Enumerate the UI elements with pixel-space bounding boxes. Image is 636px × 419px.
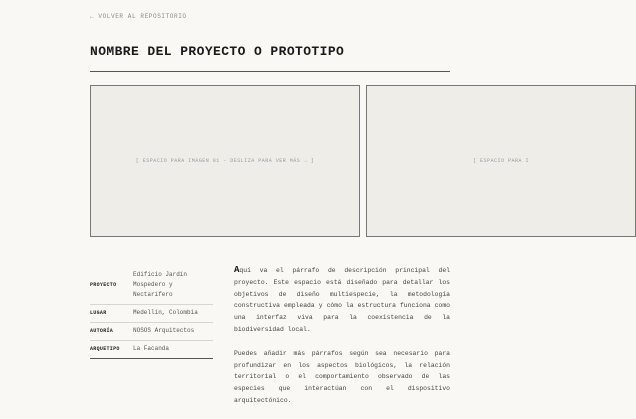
slide-2-placeholder-text: [ ESPACIO PARA I: [472, 158, 529, 164]
back-to-repository-link[interactable]: ← VOLVER AL REPOSITORIO: [90, 13, 187, 20]
description-paragraph-2: Puedes añadir más párrafos según sea necesario para profundizar en los aspectos biológicos, la relación territorial o el comportamiento observado de las especies que interactúan con el dispositivo arquitectónico.: [234, 349, 450, 404]
meta-value: Edificio Jardín Mospedero y Nectarífero: [133, 271, 188, 298]
meta-value: La Facanda: [133, 345, 170, 352]
meta-row-arquetipo: [90, 341, 213, 359]
drop-cap: A: [234, 265, 240, 275]
description-paragraph-1: [234, 265, 450, 336]
meta-label: LUGAR: [90, 310, 107, 316]
image-gallery[interactable]: [90, 85, 529, 237]
meta-label: ARQUETIPO: [90, 346, 120, 352]
page-title: NOMBRE DEL PROYECTO O PROTOTIPO: [90, 44, 345, 59]
meta-label: PROYECTO: [90, 282, 117, 288]
meta-row-proyecto: [90, 267, 213, 305]
meta-value: Medellín, Colombia: [133, 309, 198, 316]
meta-label: AUTORÍA: [90, 328, 114, 334]
meta-row-lugar: [90, 305, 213, 323]
gallery-slide-1[interactable]: [90, 85, 360, 237]
project-description: [234, 265, 450, 419]
slide-1-placeholder-text: [ ESPACIO PARA IMAGEN 01 - DESLIZA PARA VER MÁS → ]: [135, 158, 315, 164]
meta-value: NOSOS Arquitectos: [133, 327, 195, 334]
project-metadata-table: [90, 267, 213, 359]
meta-row-autoria: [90, 323, 213, 341]
gallery-slide-2[interactable]: [366, 85, 636, 237]
description-paragraph-1-text: quí va el párrafo de descripción principal del proyecto. Este espacio está diseñado para detallar los objetivos de diseño multiespecie, la metodología constructiva empleada y cómo la estructura funciona como una interfaz viva para la coexistencia de la biodiversidad local.: [234, 267, 450, 333]
title-divider: [90, 71, 450, 72]
